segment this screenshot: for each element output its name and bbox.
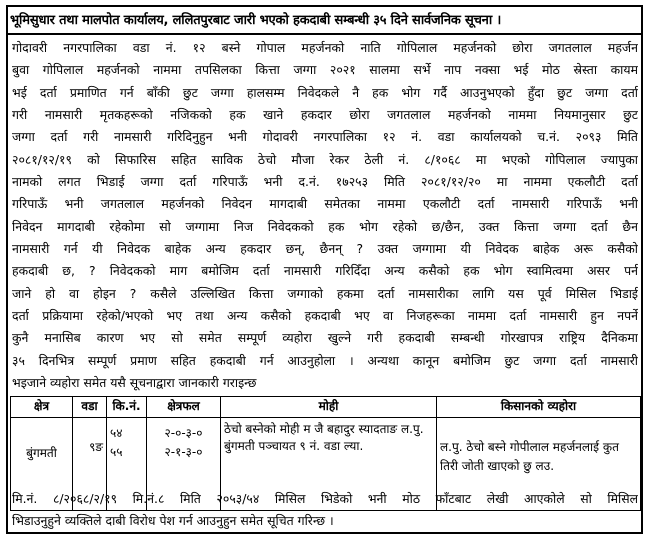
body-line: गरिपाऊँ भनी जगतलाल महर्जनको निवेदन मागदाबी समेतका नाममा एकलौटी दर्ता नामसारी गरिपाऊँ भनी [12,196,638,212]
cell-farmer: ल.पु. ठेचो बस्ने गोपीलाल महर्जनलाई कुत तिरी जोती खाएको छु लउ. [437,418,641,511]
header-area: क्षेत्र [11,397,73,418]
notice-body [12,37,638,395]
body-line: कुनै मनासिब कारण भए सो समेत सम्पूर्ण व्यहोरा खुल्ने गरी हकदाबी सम्बन्धी गोरखापत्र राष्ट्रिय दैनिकमा [12,330,638,346]
notice-title: भूमिसुधार तथा मालपोत कार्यालय, ललितपुरबाट जारी भएको हकदाबी सम्बन्धी ३५ दिने सार्वजनिक सूचना । [10,13,502,28]
body-line: नामको लगत भिडाई जग्गा दर्ता गरिपाऊँ भनी द.नं. १७२५३ मिति २०८१/१२/२० मा नाममा एकलौटी दर्ता [12,174,638,190]
body-line: गरी नामसारी मृतकहरूको नजिकको हक खाने हकदार छोरा जगतलाल महर्जनको नाममा नियमानुसार छुट [12,107,638,123]
body-line: नामसारी गर्न यी निवेदक बाहेक अन्य हकदार छन्, छैनन् ? उक्त जग्गामा यी निवेदक बाहेक अरू कसैको [12,241,638,257]
size-value: २-०-३-० [164,426,203,440]
body-line: भई दर्ता प्रमाणित गर्न बाँकी छुट जग्गा हालसम्म निवेदकले नै हक भोग गर्दै आउनुभएको हुँदा छुट जग्गा दर्ता [12,84,638,100]
body-line: गोदावरी नगरपालिका वडा नं. १२ बस्ने गोपाल महर्जनको नाति गोपिलाल महर्जनको छोरा जगतलाल महर्जन [12,40,638,55]
kitta-value: ५४ [110,426,123,440]
notice-footnote [12,488,638,533]
header-size: क्षेत्रफल [147,397,221,418]
body-line: बुवा गोपिलाल महर्जनको नाममा तपसिलका कित्ता जग्गा २०२१ सालमा सर्भे नाप नक्सा भई मोठ स्रेस्ता कायम [12,62,638,78]
header-ward: वडा [73,397,107,418]
title-divider [8,33,641,35]
body-line: जाने हो वा होइन ? कसैले उल्लिखित कित्ता जग्गाको हकमा दर्ता नामसारीका लागि यस पूर्व मिसिल भिडाई [12,285,638,301]
header-owner: मोही [221,397,437,418]
header-kitta: कि.नं. [107,397,147,418]
header-farmer: किसानको व्यहोरा [437,397,641,418]
cell-ward: ९ङ [73,418,107,511]
body-line: हकदाबी छ, ? निवेदकको माग बमोजिम दर्ता नामसारी गरिदिँदा अन्य कसैको हक भोग स्वामित्वमा असर पर्न [12,263,638,279]
table-header-row [11,397,641,418]
body-line: दर्ता प्रक्रियामा रहेको/भएको भए तथा अन्य कसैको हकदाबी भए वा निजहरूका नाममा दर्ता नामसारी हुन नपर्ने [12,308,638,324]
footnote-line: भिडाउनुहुने व्यक्तिले दाबी विरोध पेश गर्न आउनुहुन समेत सूचित गरिन्छ । [12,513,334,529]
footnote-line: मि.नं. ८/२०६८/२/१९ मि.नं.८ मिति २०५३/५४ मिसिल भिडेको भनी मोठ फाँटबाट लेखी आएकोले सो मिसिल [12,491,638,506]
cell-owner: ठेचो बस्नेको मोही म जै बहादुर स्यादताङ ल.पु. बुंगमती पञ्चायत ९ नं. वडा ल्या. [221,418,437,511]
size-value: २-१-३-० [164,445,203,459]
cell-area: बुंगमती [11,418,73,511]
body-line: ३५ दिनभित्र सम्पूर्ण प्रमाण सहित हकदाबी गर्न आउनुहोला । अन्यथा कानून बमोजिम छुट जग्गा दर्ता नामसारी [12,352,638,368]
body-line: निवेदन मागदाबी रहेकोमा सो जग्गामा निज निवेदकको हक भोग रहेको छ/छैन, उक्त कित्ता जग्गा दर्ता छैन [12,218,638,234]
body-line: २०८१/१२/१९ को सिफारिस सहित साविक ठेचो मौजा रेकर ठेली नं. ८/१०६८ मा भएको गोपिलाल ज्यापुका [12,151,638,167]
body-line: भइजाने व्यहोरा समेत यसै सूचनाद्वारा जानकारी गराइन्छ [12,375,257,391]
body-line: जग्गा दर्ता गरी नामसारी गरिदिनुहुन भनी गोदावरी नगरपालिका १२ नं. वडा कार्यालयको च.नं. २०९३ मिति [12,129,638,145]
kitta-value: ५५ [110,445,123,459]
